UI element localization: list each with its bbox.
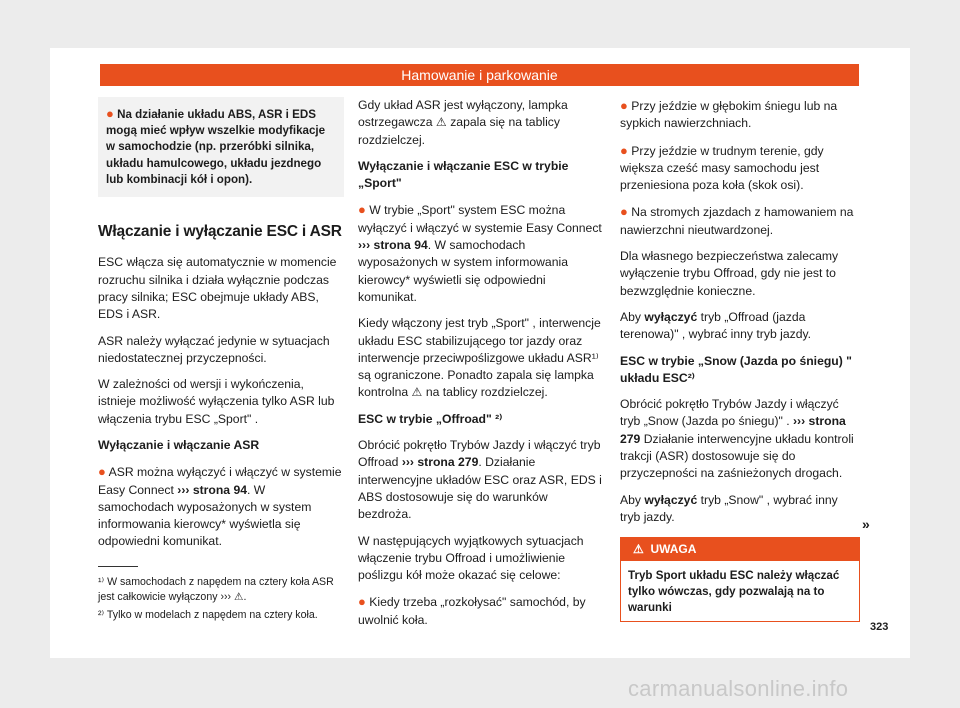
bullet-dot: ● [358, 594, 366, 610]
column-1 [98, 97, 344, 560]
page-number: 323 [870, 621, 889, 633]
paragraph: Obrócić pokrętło Trybów Jazdy i włączyć tryb „Snow (Jazda po śniegu)" . ››› strona 279 Działanie interwencyjne układu kontroli trakcji (ASR) dostosowuje się do przyczepności na zaśnieżonych drogach. [620, 397, 854, 481]
bullet-paragraph: ● Na stromych zjazdach z hamowaniem na nawierzchni nieutwardzonej. [620, 204, 854, 237]
paragraph: Obrócić pokrętło Trybów Jazdy i włączyć tryb Offroad ››› strona 279. Działanie interwencyjne układów ESC oraz ASR, EDS i ABS dostosowuje się do warunków bezdroża. [358, 438, 602, 522]
footnote-divider [98, 566, 138, 567]
bullet-dot: ● [358, 202, 366, 218]
subheading: Wyłączanie i włączanie ESC w trybie „Sport" [358, 158, 569, 191]
paragraph: Gdy układ ASR jest wyłączony, lampka ostrzegawcza ⚠ zapala się na tablicy rozdzielczej. [358, 98, 568, 147]
footnote-1: ¹⁾ W samochodach z napędem na cztery koła ASR jest całkowicie wyłączony ››› ⚠. [98, 576, 334, 603]
bullet-paragraph: ● Przy jeździe w głębokim śniegu lub na sypkich nawierzchniach. [620, 98, 838, 131]
page-link[interactable]: ››› strona 94 [358, 238, 428, 253]
column-3 [620, 97, 860, 622]
page-link[interactable]: ››› strona 279 [401, 455, 479, 470]
page-link[interactable]: ››› strona 279 [620, 414, 846, 446]
bullet-paragraph: ● Kiedy trzeba „rozkołysać" samochód, by uwolnić koła. [358, 594, 586, 627]
note-text: Na działanie układu ABS, ASR i EDS mogą mieć wpływ wszelkie modyfikacje w samochodzie (np. przeróbki silnika, układu hamulcowego, układu jezdnego lub kombinacji kół i opon). [106, 108, 326, 186]
paragraph: W następujących wyjątkowych sytuacjach włączenie trybu Offroad i umożliwienie poślizgu kół może okazać się celowe: [358, 533, 584, 583]
page-link[interactable]: ››› strona 94 [177, 482, 248, 497]
bullet-paragraph: ● ASR można wyłączyć i włączyć w systemie Easy Connect ››› strona 94. W samochodach wyposażonych w system informowania kierowcy* wyświetla się odpowiedni komunikat. [98, 464, 342, 549]
warning-icon: ⚠ [633, 542, 644, 557]
subheading: ESC w trybie „Snow (Jazda po śniegu) " układu ESC²⁾ [620, 353, 852, 385]
footnotes [98, 575, 348, 623]
footnote-2: ²⁾ Tylko w modelach z napędem na cztery koła. [98, 609, 318, 621]
paragraph: Kiedy włączony jest tryb „Sport" , interwencje układu ESC stabilizującego tor jazdy oraz interwencje przeciwpoślizgowe układu ASR¹⁾ są ograniczone. Ponadto zapala się lampka kontrolna ⚠ na tablicy rozdzielczej. [358, 316, 601, 400]
paragraph: Aby wyłączyć tryb „Snow" , wybrać inny tryb jazdy. [620, 492, 838, 524]
bullet-dot: ● [620, 98, 628, 113]
watermark: carmanualsonline.info [628, 676, 849, 701]
paragraph: Aby wyłączyć tryb „Offroad (jazda terenowa)" , wybrać inny tryb jazdy. [620, 309, 812, 342]
paragraph: W zależności od wersji i wykończenia, istnieje możliwość wyłączenia tylko ASR lub włączenia trybu ESC „Sport" . [98, 377, 335, 426]
paragraph: ESC włącza się automatycznie w momencie rozruchu silnika i działa wyłącznie podczas pracy silnika; ESC obejmuje układy ABS, EDS i ASR. [98, 255, 337, 322]
bullet-dot: ● [106, 106, 114, 121]
subheading: ESC w trybie „Offroad" ²⁾ [358, 411, 503, 426]
bullet-dot: ● [620, 142, 628, 158]
bullet-dot: ● [620, 204, 628, 220]
paragraph: Dla własnego bezpieczeństwa zalecamy wyłączenie trybu Offroad, gdy nie jest to bezwzględnie konieczne. [620, 249, 839, 298]
subheading: Wyłączanie i włączanie ASR [98, 437, 260, 452]
bullet-paragraph: ● W trybie „Sport" system ESC można wyłączyć i włączyć w systemie Easy Connect ››› strona 94. W samochodach wyposażonych w system informowania kierowcy* wyświetli się odpowiedni komunikat. [358, 202, 602, 304]
warning-box [620, 537, 860, 622]
warning-header: ⚠ UWAGA [621, 538, 859, 561]
warning-text: Tryb Sport układu ESC należy włączać tylko wówczas, gdy pozwalają na to warunki [628, 569, 840, 615]
section-header: Hamowanie i parkowanie [100, 64, 859, 86]
paragraph: ASR należy wyłączać jedynie w sytuacjach niedostatecznej przyczepności. [98, 333, 330, 365]
column-2 [358, 97, 604, 638]
continue-arrow-icon: » [862, 516, 870, 532]
bullet-paragraph: ● Przy jeździe w trudnym terenie, gdy większa cześć masy samochodu jest przeniesiona poza koła (skok osi). [620, 142, 824, 193]
note-box [98, 97, 344, 197]
bullet-dot: ● [98, 464, 106, 480]
section-heading: Włączanie i wyłączanie ESC i ASR [98, 223, 342, 241]
